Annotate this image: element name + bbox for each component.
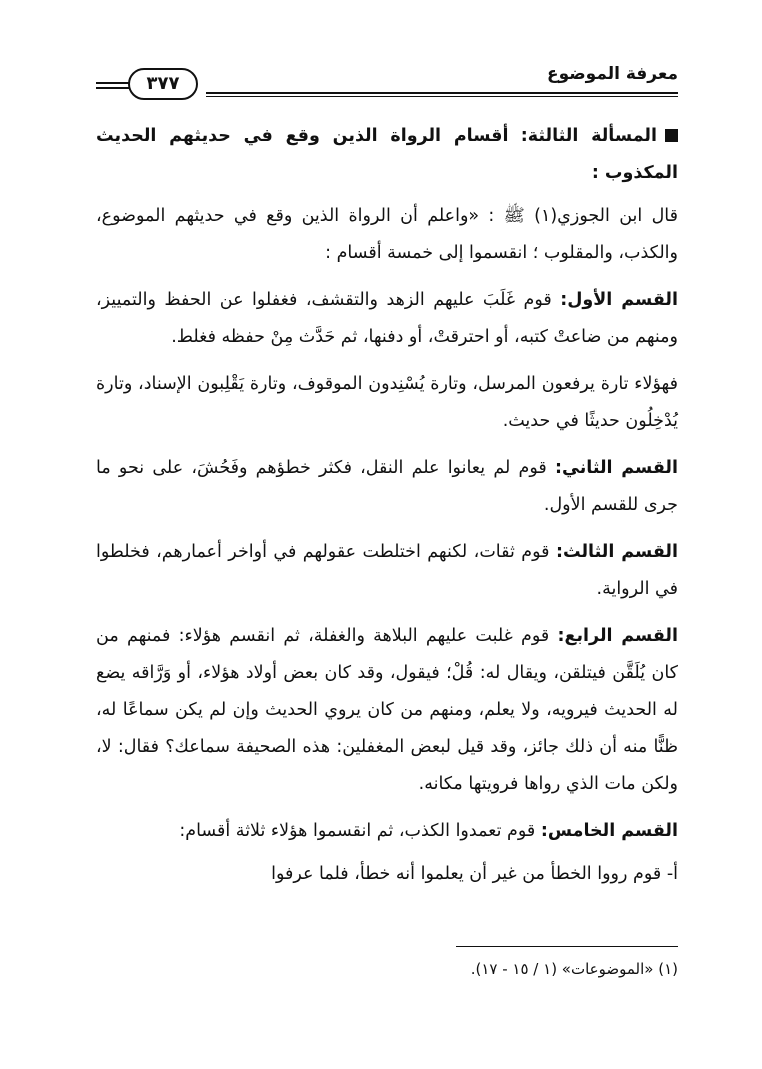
paragraph-text: فهؤلاء تارة يرفعون المرسل، وتارة يُسْنِدون الموقوف، وتارة يَقْلِبون الإسناد، وتارة يُدْخِلُون حديثًا في حديث. <box>96 374 678 431</box>
paragraph-text: قوم تعمدوا الكذب، ثم انقسموا هؤلاء ثلاثة أقسام: <box>179 821 541 841</box>
header-rule-left-bottom <box>96 87 130 89</box>
paragraph-lead: القسم الرابع: <box>557 626 678 646</box>
header-rule <box>206 92 678 94</box>
paragraph-followup <box>96 366 678 440</box>
paragraph-text: قوم غلبت عليهم البلاهة والغفلة، ثم انقسم هؤلاء: فمنهم من كان يُلَقَّن فيتلقن، ويقال له: قُلْ؛ فيقول، وقد كان بعض أولاد هؤلاء، أو وَرَّاقه يضع له الحديث فيرويه، ولا يعلم، ومنهم من كان يروي الحديث وإن لم يكن سماعًا له، ظنًّا منه أن ذلك جائز، وقد قيل لبعض المغفلين: هذه الصحيفة سماعك؟ فقال: لا، ولكن مات الذي رواها فرويتها مكانه. <box>96 626 678 794</box>
paragraph-text: قوم غَلَبَ عليهم الزهد والتقشف، فغفلوا عن الحفظ والتمييز، ومنهم من ضاعتْ كتبه، أو احترقتْ، أو دفنها، ثم حَدَّث مِنْ حفظه فغلط. <box>96 290 678 347</box>
paragraph-lead: القسم الخامس: <box>540 821 678 841</box>
paragraph-section-3 <box>96 534 678 608</box>
paragraph-section-5 <box>96 813 678 850</box>
running-title: معرفة الموضوع <box>546 64 678 84</box>
section-title: أقسام الرواة الذين وقع في حديثهم الحديث المكذوب : <box>96 126 678 183</box>
subitem-marker: أ- <box>666 864 678 884</box>
paragraph-text: قوم ثقات، لكنهم اختلطت عقولهم في أواخر أعمارهم، فخلطوا في الرواية. <box>96 542 678 599</box>
paragraph-section-1 <box>96 282 678 356</box>
paragraph-intro <box>96 198 678 272</box>
section-lead: المسألة الثالثة: <box>520 126 657 146</box>
body-text <box>96 118 678 903</box>
header-rule-thin <box>206 96 678 97</box>
section-heading <box>96 118 678 192</box>
paragraph-section-4 <box>96 618 678 803</box>
paragraph-section-2 <box>96 450 678 524</box>
paragraph-text: قوم رووا الخطأ من غير أن يعلموا أنه خطأ، فلما عرفوا <box>271 864 667 884</box>
page-number: ٣٧٧ <box>128 68 198 100</box>
square-bullet-icon <box>665 129 678 142</box>
paragraph-lead: القسم الثالث: <box>555 542 678 562</box>
paragraph-text: قال ابن الجوزي(١) ﷺ : «واعلم أن الرواة الذين وقع في حديثهم الموضوع، والكذب، والمقلوب ؛ انقسموا إلى خمسة أقسام : <box>96 206 678 263</box>
paragraph-subitem-a <box>96 856 678 893</box>
page-header <box>96 58 678 94</box>
paragraph-lead: القسم الثاني: <box>554 458 678 478</box>
header-rule-left-top <box>96 82 130 84</box>
paragraph-text: قوم لم يعانوا علم النقل، فكثر خطؤهم وفَحُشَ، على نحو ما جرى للقسم الأول. <box>96 458 678 515</box>
paragraph-lead: القسم الأول: <box>560 290 678 310</box>
footnote: (١) «الموضوعات» (١ / ١٥ - ١٧). <box>470 960 678 978</box>
footnote-rule <box>456 946 678 947</box>
